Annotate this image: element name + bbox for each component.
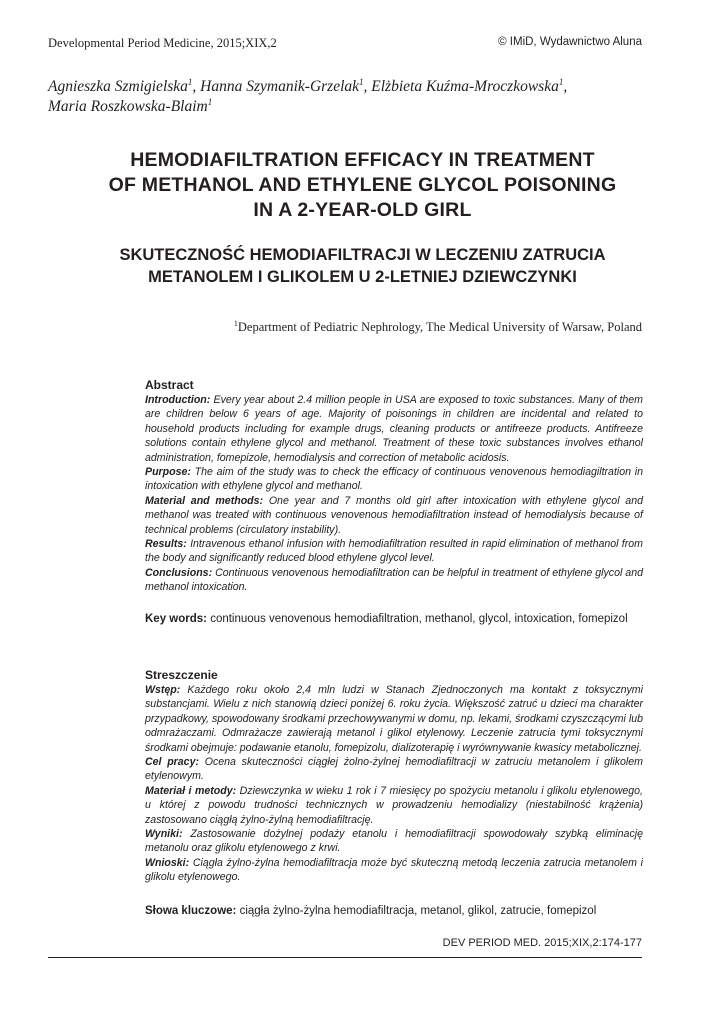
- affil-text: Department of Pediatric Nephrology, The Medical University of Warsaw, Poland: [237, 320, 642, 334]
- streszczenie-wstep: [145, 683, 643, 755]
- section-label: Material and methods:: [145, 494, 264, 507]
- paper-title-polish: [40, 244, 685, 288]
- paper-title: [40, 148, 685, 223]
- section-label: Purpose:: [145, 466, 191, 479]
- title-pl-line: METANOLEM I GLIKOLEM U 2-LETNIEJ DZIEWCZYNKI: [148, 268, 577, 286]
- author-name: Elżbieta Kuźma-Mroczkowska: [371, 78, 559, 95]
- author-name: Hanna Szymanik-Grzelak: [200, 78, 360, 95]
- abstract-introduction: [145, 393, 643, 465]
- section-text: Ocena skuteczności ciągłej żolno-żylnej hemodiafiltracji w zatruciu metanolem i glikolem etylenowym.: [145, 756, 643, 783]
- title-line: HEMODIAFILTRATION EFFICACY IN TREATMENT: [130, 149, 595, 171]
- section-label: Results:: [145, 538, 187, 551]
- section-text: Every year about 2.4 million people in USA are exposed to toxic substances. Many of them are children below 6 years of age. Majority of poisonings in children are incidental and related to household products including for example drugs, cleaning products or antifreeze products. Antifreeze solutions contain ethylene glycol and methanol. Treatment of these toxic substances involves ethanol administration, fomepizole, hemodialysis and correction of metabolic acidosis.: [145, 394, 643, 464]
- author-line-2: [48, 97, 648, 117]
- keywords-text: ciągła żylno-żylna hemodiafiltracja, metanol, glikol, zatrucie, fomepizol: [236, 905, 597, 917]
- author-affil-sup: 1: [207, 96, 213, 107]
- streszczenie-metody: [145, 784, 643, 827]
- title-pl-line: SKUTECZNOŚĆ HEMODIAFILTRACJI W LECZENIU ZATRUCIA: [119, 246, 606, 264]
- section-label: Conclusions:: [145, 566, 213, 579]
- abstract-methods: [145, 494, 643, 537]
- section-text: One year and 7 months old girl after intoxication with ethylene glycol and methanol was treated with continuous venovenous hemodiafiltration instead of hemodialysis because of technical problems (circulatory instability).: [145, 494, 643, 536]
- section-label: Cel pracy:: [145, 756, 199, 769]
- keywords-pl: [145, 905, 665, 917]
- section-text: Intravenous ethanol infusion with hemodiafiltration resulted in rapid elimination of methanol from the body and significantly reduced blood ethylene glycol level.: [145, 538, 643, 565]
- author-name: Agnieszka Szmigielska: [48, 78, 188, 95]
- streszczenie-cel: [145, 755, 643, 784]
- keywords-label: Key words:: [145, 613, 207, 625]
- author-affil-sup: 1: [359, 76, 364, 87]
- abstract-purpose: [145, 465, 643, 494]
- section-text: Każdego roku około 2,4 mln ludzi w Stanach Zjednoczonych ma kontakt z toksycznymi substancjami. Wielu z nich stanowią dzieci poniżej 6. roku życia. Większość zatruć u dzieci ma charakter przypadkowy, spowodowany środkami przechowywanymi w domu, np. lekami, środkami czyszczącymi lub odmrażaczami. Odmrażacze zawierają metanol i glikol etylenowy. Leczenie zatrucia tymi toksycznymi środkami obejmuje: podawanie etanolu, fomepizolu, dializoterapię i wyrównywanie kwasicy metabolicznej.: [145, 684, 643, 754]
- keywords-en: [145, 613, 665, 625]
- section-text: Zastosowanie dożylnej podaży etanolu i hemodiafiltracji spowodowały szybką eliminację metanolu oraz glikolu etylenowego z krwi.: [145, 828, 643, 855]
- streszczenie-section: [145, 668, 643, 885]
- author-line-1: [48, 77, 648, 97]
- title-line: IN A 2-YEAR-OLD GIRL: [253, 199, 472, 221]
- abstract-conclusions: [145, 566, 643, 595]
- author-name: Maria Roszkowska-Blaim: [48, 98, 208, 115]
- author-affil-sup: 1: [187, 76, 193, 87]
- abstract-results: [145, 537, 643, 566]
- section-text: Ciągła żylno-żylna hemodiafiltracja może być skuteczną metodą leczenia zatrucia metanolem i glikolu etylenowego.: [145, 856, 643, 884]
- section-label: Wstęp:: [145, 684, 181, 696]
- author-sep: ,: [192, 78, 201, 95]
- citation-footer: DEV PERIOD MED. 2015;XIX,2:174-177: [442, 937, 642, 949]
- author-affil-sup: 1: [558, 76, 564, 87]
- section-label: Wnioski:: [145, 856, 190, 869]
- abstract-heading: Abstract: [145, 378, 194, 392]
- abstract-section: [145, 378, 643, 595]
- section-text: The aim of the study was to check the efficacy of continuous venovenous hemodiagiltration in intoxication with ethylene glycol and methanol.: [145, 466, 643, 493]
- keywords-text: continuous venovenous hemodiafiltration, methanol, glycol, intoxication, fomepizol: [207, 613, 628, 625]
- section-label: Wyniki:: [145, 828, 183, 841]
- footer-rule: [48, 957, 642, 958]
- streszczenie-wyniki: [145, 827, 643, 856]
- title-line: OF METHANOL AND ETHYLENE GLYCOL POISONING: [108, 174, 617, 196]
- keywords-label: Słowa kluczowe:: [145, 905, 237, 917]
- author-sep: ,: [563, 78, 568, 95]
- journal-header: Developmental Period Medicine, 2015;XIX,2: [48, 36, 277, 50]
- section-label: Materiał i metody:: [145, 784, 237, 797]
- publisher-header: © IMiD, Wydawnictwo Aluna: [498, 36, 642, 48]
- section-text: Dziewczynka w wieku 1 rok i 7 miesięcy po spożyciu metanolu i glikolu etylenowego, u której z powodu trudności technicznych w prowadzeniu hemodializy (niestabilność krążenia) zastosowano ciągłą żylno-żylną hemodiafiltrację.: [145, 784, 643, 826]
- section-text: Continuous venovenous hemodiafiltration can be helpful in treatment of ethylene glycol and methanol intoxication.: [145, 566, 643, 594]
- author-sep: ,: [363, 78, 372, 95]
- streszczenie-heading: Streszczenie: [145, 668, 218, 682]
- affiliation: [234, 320, 642, 335]
- streszczenie-wnioski: [145, 856, 643, 885]
- affil-sup: 1: [233, 318, 238, 328]
- section-label: Introduction:: [145, 394, 211, 406]
- author-list: [48, 77, 648, 117]
